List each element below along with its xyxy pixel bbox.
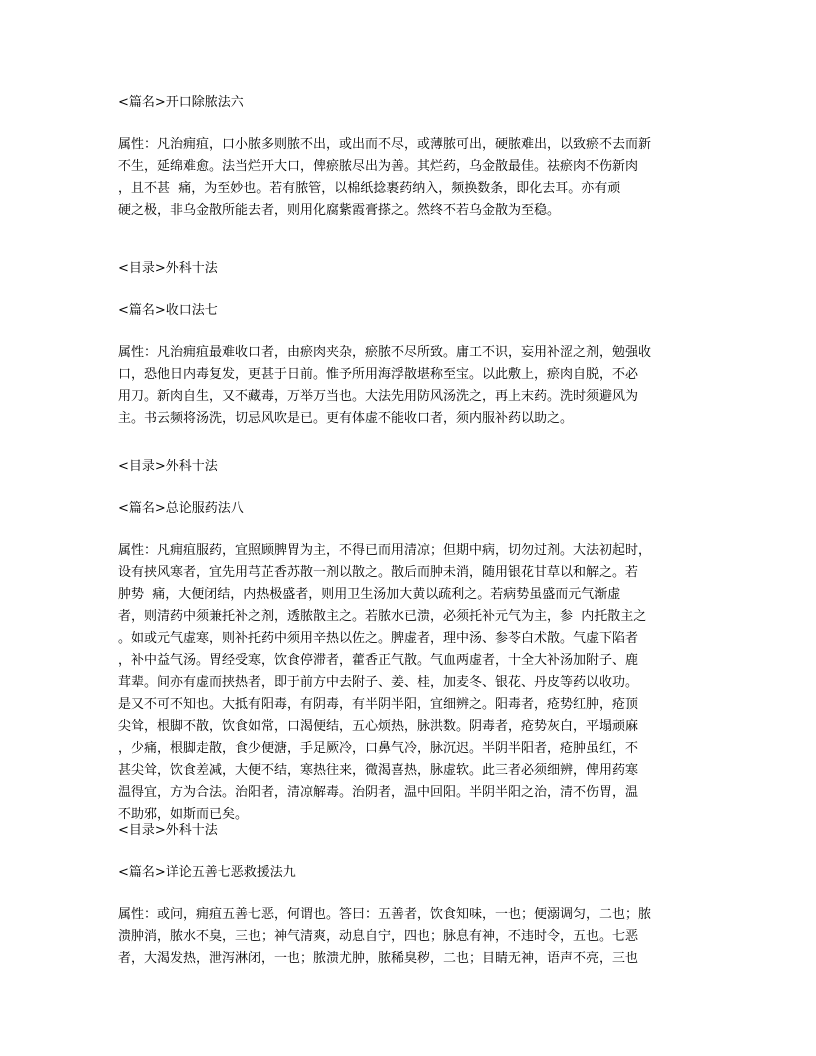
catalog-heading: <目录>外科十法 [118,261,218,276]
body-line: 属性：凡痈疽服药，宜照顾脾胃为主，不得已而用清凉；但期中病，切勿过剂。大法初起时， [118,543,652,558]
chapter-heading: <篇名>总论服药法八 [118,501,244,516]
catalog-heading: <目录>外科十法 [118,823,218,838]
body-line: ，补中益气汤。胃经受寒，饮食停滞者，藿香正气散。气血两虚者，十全大补汤加附子、鹿 [118,653,639,668]
body-line: 者，大渴发热，泄泻淋闭，一也；脓溃尤肿，脓稀臭秽，二也；目睛无神，语声不亮，三也 [118,951,639,966]
section-body [118,134,651,222]
body-line: 尖耸，根脚不散，饮食如常，口渴便结，五心烦热，脉洪数。阴毒者，疮势灰白，平塌顽麻 [118,719,639,734]
body-line: 硬之极，非乌金散所能去者，则用化腐紫霞膏搽之。然终不若乌金散为至稳。 [118,203,561,218]
section-1 [118,92,651,222]
chapter-heading: <篇名>详论五善七恶救援法九 [118,865,296,880]
section-2 [118,258,651,430]
section-4 [118,820,651,970]
body-line: 主。书云频将汤洗，切忌风吹是已。更有体虚不能收口者，须内服补药以助之。 [118,411,574,426]
chapter-heading: <篇名>收口法七 [118,303,218,318]
body-line: 属性：凡治痈疽，口小脓多则脓不出，或出而不尽，或薄脓可出，硬脓难出，以致瘀不去而新 [118,137,652,152]
body-line: 属性：凡治痈疽最难收口者，由瘀肉夹杂，瘀脓不尽所致。庸工不识，妄用补涩之剂，勉强收 [118,345,652,360]
body-line: 温得宜，方为合法。治阳者，清凉解毒。治阴者，温中回阳。半阴半阳之治，清不伤胃，温 [118,785,639,800]
body-line: 属性：或问，痈疽五善七恶，何谓也。答曰：五善者，饮食知味，一也；便溺调匀，二也；脓 [118,907,652,922]
body-line: 口，恐他日内毒复发，更甚于日前。惟予所用海浮散堪称至宝。以此敷上，瘀肉自脱，不必 [118,367,639,382]
section-body [118,540,651,826]
body-line: 不助邪，如斯而已矣。 [118,807,249,822]
body-line: 用刀。新肉自生，又不藏毒，万举万当也。大法先用防风汤洗之，再上末药。洗时须避风为 [118,389,639,404]
catalog-heading: <目录>外科十法 [118,459,218,474]
body-line: 者，则清药中须兼托补之剂，透脓散主之。若脓水已溃，必须托补元气为主，参 内托散主之 [118,609,647,624]
body-line: 设有挟风寒者，宜先用芎芷香苏散一剂以散之。散后而肿未消，随用银花甘草以和解之。若 [118,565,639,580]
body-line: 溃肿消，脓水不臭，三也；神气清爽，动息自宁，四也；脉息有神，不违时令，五也。七恶 [118,929,639,944]
section-body [118,904,651,970]
body-line: 肿势 痛，大便闭结，内热极盛者，则用卫生汤加大黄以疏利之。若病势虽盛而元气渐虚 [118,587,621,602]
chapter-heading: <篇名>开口除脓法六 [118,95,244,110]
body-line: 甚尖耸，饮食差减，大便不结，寒热往来，微渴喜热，脉虚软。此三者必须细辨，俾用药寒 [118,763,639,778]
body-line: 是又不可不知也。大抵有阳毒，有阴毒，有半阴半阳，宜细辨之。阳毒者，疮势红肿，疮顶 [118,697,639,712]
section-3 [118,456,651,826]
body-line: ，且不甚 痛，为至妙也。若有脓管，以棉纸捻裹药纳入，频换数条，即化去耳。亦有顽 [118,181,621,196]
body-line: 不生，延绵难愈。法当烂开大口，俾瘀脓尽出为善。其烂药，乌金散最佳。祛瘀肉不伤新肉 [118,159,639,174]
section-body [118,342,651,430]
body-line: 茸辈。间亦有虚而挟热者，即于前方中去附子、姜、桂，加麦冬、银花、丹皮等药以收功。 [118,675,639,690]
body-line: 。如或元气虚寒，则补托药中须用辛热以佐之。脾虚者，理中汤、参苓白术散。气虚下陷者 [118,631,639,646]
body-line: ，少痛，根脚走散，食少便溏，手足厥冷，口鼻气冷，脉沉迟。半阴半阳者，疮肿虽红，不 [118,741,639,756]
